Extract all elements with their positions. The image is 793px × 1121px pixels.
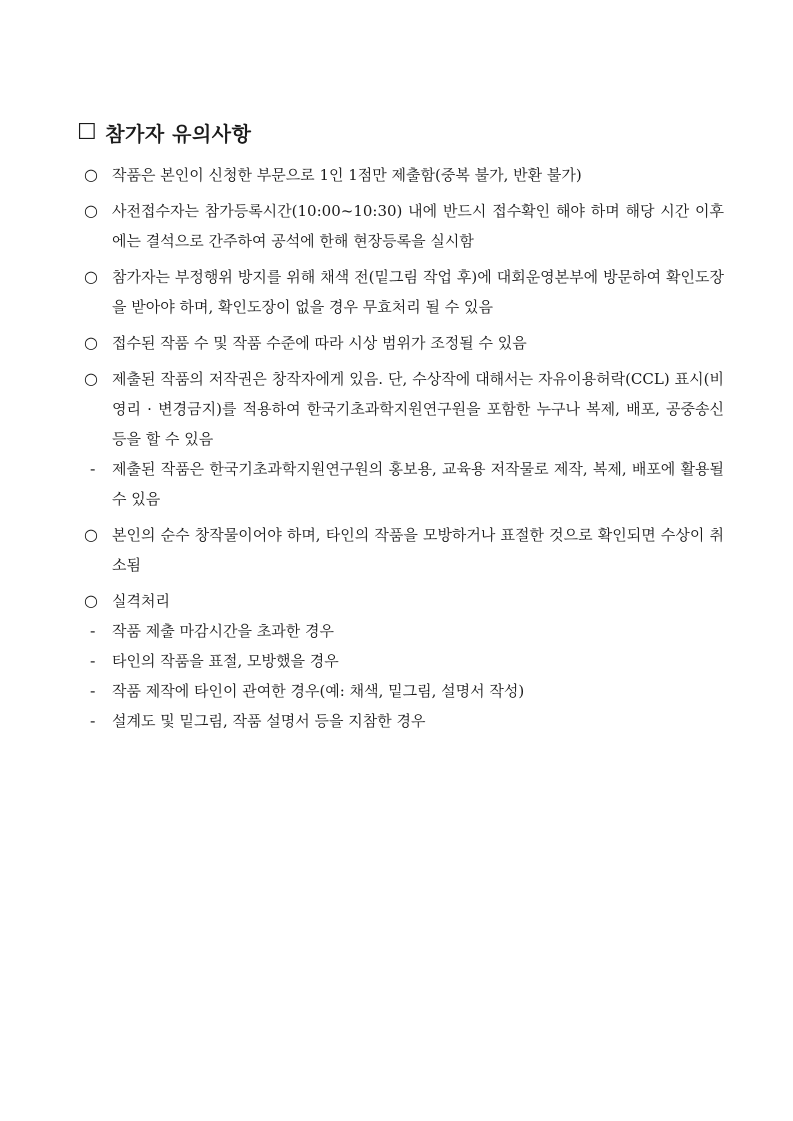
dash-bullet-icon: - [90, 459, 96, 478]
notice-item [84, 364, 724, 454]
notice-subitem [90, 616, 724, 646]
notice-item-text: 본인의 순수 창작물이어야 하며, 타인의 작품을 모방하거나 표절한 것으로 확인되면 수상이 취소됨 [112, 526, 724, 574]
notice-item [84, 160, 724, 190]
circle-bullet-icon: ○ [84, 267, 98, 286]
notice-subitem [90, 454, 724, 514]
circle-bullet-icon: ○ [84, 525, 98, 544]
checkbox-square-icon: ☐ [77, 120, 98, 145]
section-title [77, 118, 251, 147]
notice-item [84, 520, 724, 580]
dash-bullet-icon: - [90, 651, 96, 670]
dash-bullet-icon: - [90, 621, 96, 640]
notice-item [84, 196, 724, 256]
notice-item [84, 586, 724, 616]
circle-bullet-icon: ○ [84, 333, 98, 352]
notice-item-text: 실격처리 [112, 592, 170, 610]
notice-list [84, 160, 724, 736]
dash-bullet-icon: - [90, 681, 96, 700]
notice-subitem-text: 설계도 및 밑그림, 작품 설명서 등을 지참한 경우 [112, 712, 426, 730]
notice-item [84, 262, 724, 322]
circle-bullet-icon: ○ [84, 369, 98, 388]
circle-bullet-icon: ○ [84, 165, 98, 184]
circle-bullet-icon: ○ [84, 591, 98, 610]
section-title-text: 참가자 유의사항 [105, 122, 252, 146]
notice-item-text: 제출된 작품의 저작권은 창작자에게 있음. 단, 수상작에 대해서는 자유이용허락(CCL) 표시(비영리 · 변경금지)를 적용하여 한국기초과학지원연구원을 포함한 누구나 복제, 배포, 공중송신 등을 할 수 있음 [112, 370, 724, 448]
notice-item-text: 접수된 작품 수 및 작품 수준에 따라 시상 범위가 조정될 수 있음 [112, 334, 527, 352]
dash-bullet-icon: - [90, 711, 96, 730]
notice-item [84, 328, 724, 358]
notice-subitem-text: 작품 제작에 타인이 관여한 경우(예: 채색, 밑그림, 설명서 작성) [112, 682, 525, 700]
notice-subitem [90, 646, 724, 676]
notice-item-text: 참가자는 부정행위 방지를 위해 채색 전(밑그림 작업 후)에 대회운영본부에 방문하여 확인도장을 받아야 하며, 확인도장이 없을 경우 무효처리 될 수 있음 [112, 268, 724, 316]
notice-subitem-text: 타인의 작품을 표절, 모방했을 경우 [112, 652, 339, 670]
notice-subitem-text: 제출된 작품은 한국기초과학지원연구원의 홍보용, 교육용 저작물로 제작, 복제, 배포에 활용될 수 있음 [112, 460, 724, 508]
circle-bullet-icon: ○ [84, 201, 98, 220]
notice-item-text: 사전접수자는 참가등록시간(10:00~10:30) 내에 반드시 접수확인 해야 하며 해당 시간 이후에는 결석으로 간주하여 공석에 한해 현장등록을 실시함 [112, 202, 724, 250]
notice-subitem [90, 706, 724, 736]
notice-subitem [90, 676, 724, 706]
notice-item-text: 작품은 본인이 신청한 부문으로 1인 1점만 제출함(중복 불가, 반환 불가) [112, 166, 582, 184]
notice-subitem-text: 작품 제출 마감시간을 초과한 경우 [112, 622, 334, 640]
